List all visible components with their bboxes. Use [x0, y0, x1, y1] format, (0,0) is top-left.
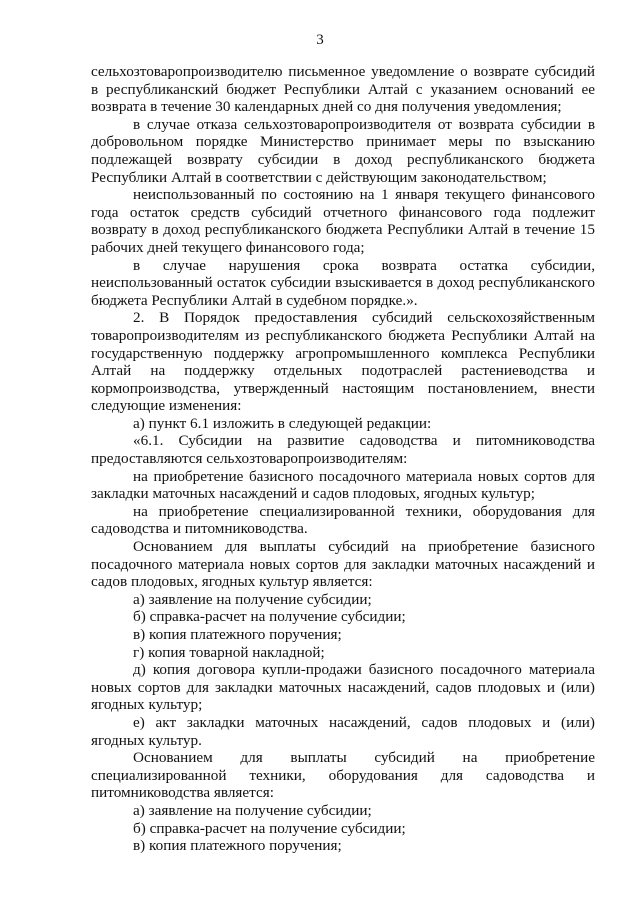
- list-item-v: в) копия платежного поручения;: [133, 626, 342, 643]
- list-item-d: д) копия договора купли-продажи базисного посадочного материала новых сортов для закладки маточных насаждений, садов плодовых и (или) ягодных культур;: [91, 661, 595, 714]
- paragraph-planting-material: на приобретение базисного посадочного материала новых сортов для закладки маточных насаждений и садов плодовых, ягодных культур;: [91, 467, 595, 503]
- list-item-b-2: б) справка-расчет на получение субсидии;: [133, 819, 406, 837]
- paragraph-clause-6-1: «6.1. Субсидии на развитие садоводства и питомниководства предоставляются сельхозтоваропроизводителям:: [91, 432, 595, 468]
- page-number: 3: [316, 32, 324, 48]
- list-item-b: б) справка-расчет на получение субсидии;: [133, 608, 406, 626]
- paragraph-unused-balance: неиспользованный по состоянию на 1 января текущего финансового года остаток средств субсидий отчетного финансового года подлежит возврату в доход республиканского бюджета Республики Алтай в течение 15 рабочих дней текущего финансового года;: [91, 186, 595, 256]
- paragraph-basis-equipment: Основанием для выплаты субсидий на приобретение специализированной техники, оборудования для садоводства и питомниководства является:: [91, 749, 595, 802]
- list-item-a: а) заявление на получение субсидии;: [133, 590, 372, 608]
- list-item-g: г) копия товарной накладной;: [133, 643, 325, 661]
- document-body: [91, 63, 595, 855]
- paragraph-return-notice: сельхозтоваропроизводителю письменное уведомление о возврате субсидий в республиканский бюджет Республики Алтай с указанием оснований ее возврата в течение 30 календарных дней со дня получения уведомления;: [91, 63, 595, 116]
- paragraph-equipment: на приобретение специализированной техники, оборудования для садоводства и питомниководства.: [91, 502, 595, 538]
- list-item-a-2: а) заявление на получение субсидии;: [133, 801, 372, 819]
- list-item-e: е) акт закладки маточных насаждений, садов плодовых и (или) ягодных культур.: [91, 713, 595, 749]
- paragraph-violation: в случае нарушения срока возврата остатка субсидии, неиспользованный остаток субсидии взыскивается в доход республиканского бюджета Республики Алтай в судебном порядке.».: [91, 256, 595, 309]
- paragraph-amendment-2: 2. В Порядок предоставления субсидий сельскохозяйственным товаропроизводителям из республиканского бюджета Республики Алтай на государственную поддержку агропромышленного комплекса Республики Алтай на поддержку отдельных подотраслей растениеводства и кормопроизводства, утвержденный настоящим постановлением, внести следующие изменения:: [91, 309, 595, 415]
- paragraph-item-a: а) пункт 6.1 изложить в следующей редакции:: [133, 414, 432, 432]
- list-item-v-2: в) копия платежного поручения;: [133, 837, 342, 855]
- paragraph-basis-planting: Основанием для выплаты субсидий на приобретение базисного посадочного материала новых сортов для закладки маточных насаждений и садов плодовых, ягодных культур является:: [91, 538, 595, 591]
- paragraph-refusal: в случае отказа сельхозтоваропроизводителя от возврата субсидии в добровольном порядке Министерство принимает меры по взысканию подлежащей возврату субсидии в доход республиканского бюджета Республики Алтай в соответствии с действующим законодательством;: [91, 115, 595, 186]
